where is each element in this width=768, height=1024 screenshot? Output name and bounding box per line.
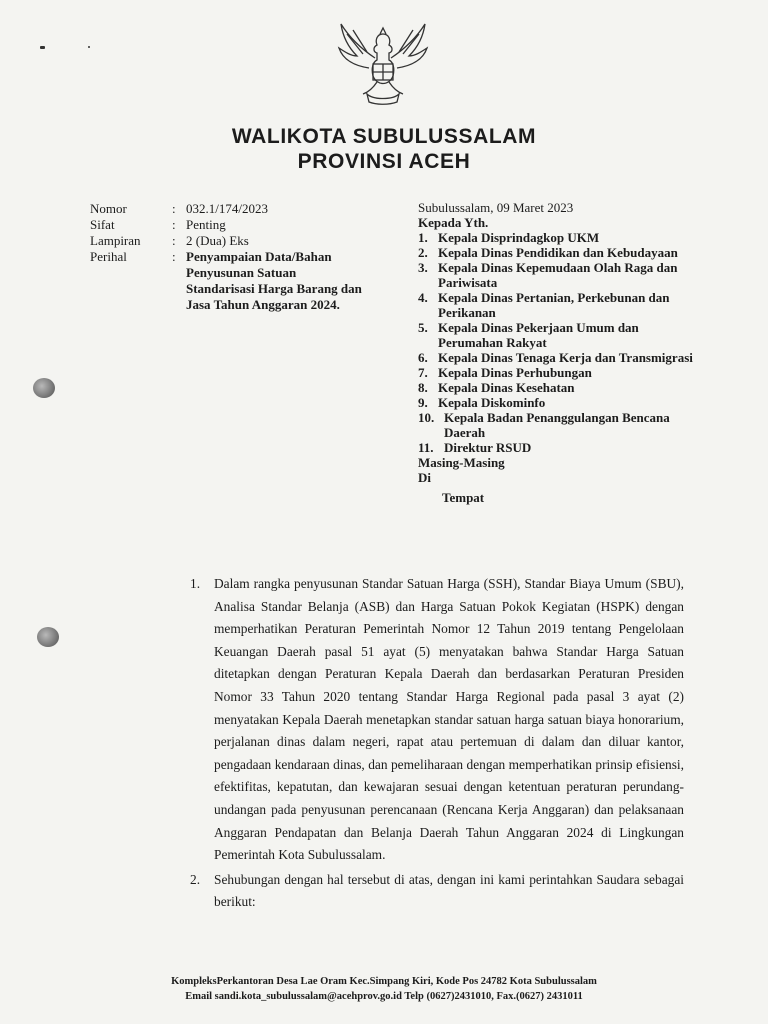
meta-label: Nomor [90,201,127,216]
paragraph-number: 1. [190,576,201,591]
recipient-text: Kepala Badan Penanggulangan Bencana Daerah [444,410,670,440]
meta-perihal [90,249,366,313]
scan-speck [40,46,45,49]
meta-label: Lampiran [90,233,141,248]
meta-sep: : [172,249,176,264]
recipient-num: 11. [418,440,434,455]
letterhead-subtitle: PROVINSI ACEH [297,150,471,173]
recipient-text: Direktur RSUD [444,440,532,455]
place-date: Subulussalam, 09 Maret 2023 [418,200,574,215]
meta-sep: : [172,217,176,232]
recipient-text: Kepala Dinas Tenaga Kerja dan Transmigrasi [438,350,693,365]
recipient-text: Kepala Disprindagkop UKM [438,230,600,245]
punch-hole-top [33,378,55,398]
recipient-block [418,200,698,505]
recipient-item [418,350,698,365]
paragraph-text: Dalam rangka penyusunan Standar Satuan Harga (SSH), Standar Biaya Umum (SBU), Analisa Standar Belanja (ASB) dan Harga Satuan Pokok Kegiatan (HSPK) dengan memperhatikan Peraturan Pemerintah Nomor 12 Tahun 2019 tentang Pengelolaan Keuangan Daerah pasal 51 ayat (5) menyatakan bahwa Standar Harga Satuan ditetapkan dengan Peraturan Kepala Daerah dan berdasarkan Peraturan Presiden Nomor 33 Tahun 2020 tentang Standar Harga Regional pada pasal 3 ayat (2) menyatakan Kepala Daerah menetapkan standar satuan harga satuan biaya honorarium, perjalanan dinas dalam negeri, rapat atau pertemuan di dalam dan diluar kantor, pengadaan kendaraan dinas, dan pemeliharaan dengan memperhatikan prinsip efisiensi, efektifitas, kepatutan, dan kewajaran sesuai dengan ketentuan peraturan perundang-undangan pada penyusunan perencanaan (Rencana Kerja Anggaran) dan pelaksanaan Anggaran Pendapatan dan Belanja Daerah Tahun Anggaran 2024 di Lingkungan Pemerintah Kota Subulussalam. [214,576,684,863]
meta-sep: : [172,233,176,248]
recipient-item [418,395,698,410]
recipient-tempat: Tempat [442,490,485,505]
recipient-num: 3. [418,260,428,275]
recipient-num: 10. [418,410,435,425]
recipient-item [418,365,698,380]
footer-contact: Email sandi.kota_subulussalam@acehprov.go.id Telp (0627)2431010, Fax.(0627) 2431011 [185,991,583,1002]
recipient-item [418,260,698,290]
meta-lampiran [90,233,366,249]
recipient-item [418,320,698,350]
recipient-item [418,380,698,395]
recipient-text: Kepala Dinas Pekerjaan Umum dan Perumahan Rakyat [438,320,639,350]
meta-nomor [90,201,366,217]
recipient-num: 6. [418,350,428,365]
recipient-num: 2. [418,245,428,260]
meta-sep: : [172,201,176,216]
recipient-di: Di [418,470,431,485]
recipient-text: Kepala Dinas Kesehatan [438,380,575,395]
recipient-item [418,290,698,320]
recipient-salutation: Kepada Yth. [418,215,489,230]
recipient-item [418,440,698,455]
recipient-num: 9. [418,395,428,410]
recipient-num: 5. [418,320,428,335]
recipient-text: Kepala Dinas Pertanian, Perkebunan dan Perikanan [438,290,670,320]
recipient-text: Kepala Dinas Perhubungan [438,365,592,380]
paragraph-text: Sehubungan dengan hal tersebut di atas, dengan ini kami perintahkan Saudara sebagai berikut: [214,871,684,910]
recipient-num: 4. [418,290,428,305]
meta-sifat [90,217,366,233]
recipient-item [418,410,698,440]
meta-value: Penting [186,217,226,232]
recipient-item [418,230,698,245]
meta-label: Sifat [90,217,115,232]
scan-speck [88,46,90,48]
letter-body [190,573,684,914]
recipient-text: Kepala Dinas Kepemudaan Olah Raga dan Pariwisata [438,260,678,290]
garuda-emblem-icon [333,20,433,108]
meta-value: 2 (Dua) Eks [186,233,249,248]
letterhead-title: WALIKOTA SUBULUSSALAM [231,125,537,148]
recipient-num: 8. [418,380,428,395]
letter-footer [0,974,768,1004]
recipient-text: Kepala Dinas Pendidikan dan Kebudayaan [438,245,678,260]
punch-hole-bottom [37,627,59,647]
body-paragraph [190,869,684,914]
letter-meta [90,201,366,313]
meta-value: Penyampaian Data/Bahan Penyusunan Satuan Standarisasi Harga Barang dan Jasa Tahun Anggaran 2024. [186,249,362,312]
paragraph-number: 2. [190,871,201,887]
recipient-text: Kepala Diskominfo [438,395,546,410]
body-paragraph [190,573,684,867]
recipient-item [418,245,698,260]
recipient-masing: Masing-Masing [418,455,505,470]
recipient-num: 1. [418,230,428,245]
recipient-num: 7. [418,365,428,380]
meta-label: Perihal [90,249,127,264]
meta-value: 032.1/174/2023 [186,201,268,216]
footer-address: KompleksPerkantoran Desa Lae Oram Kec.Simpang Kiri, Kode Pos 24782 Kota Subulussalam [171,976,597,987]
